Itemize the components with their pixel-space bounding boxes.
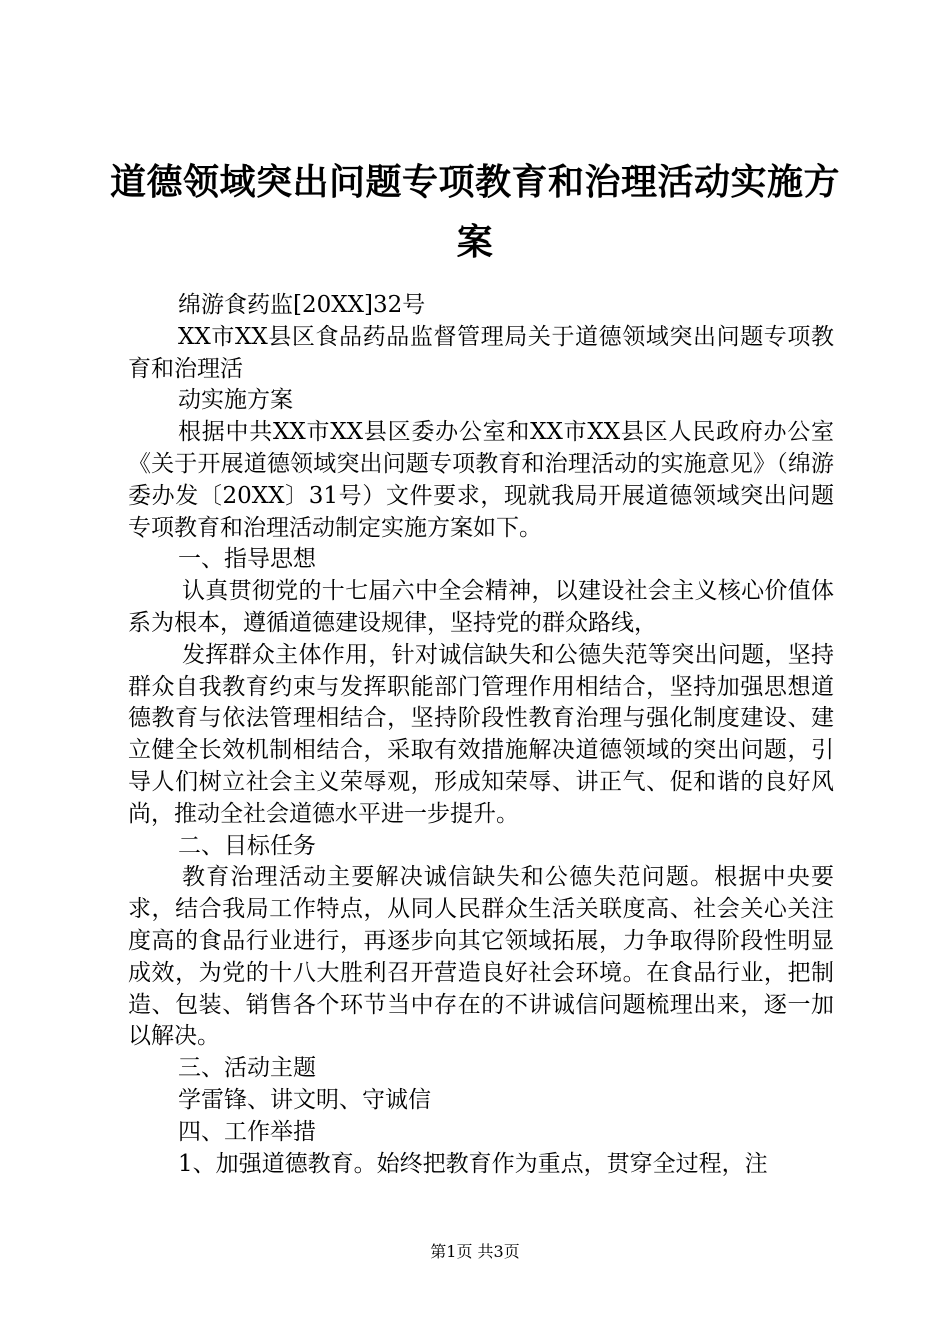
- body-paragraph: 学雷锋、讲文明、守诚信: [178, 1086, 431, 1113]
- body-paragraph: XX市XX县区食品药品监督管理局关于道德领域突出问题专项教育和治理活: [128, 323, 834, 382]
- body-paragraph: 三、活动主题: [178, 1055, 316, 1082]
- document-body: [128, 290, 834, 1180]
- body-paragraph: 发挥群众主体作用，针对诚信缺失和公德失范等突出问题，坚持群众自我教育约束与发挥职能部门管理作用相结合，坚持加强思想道德教育与依法管理相结合，坚持阶段性教育治理与强化制度建设、建立健全长效机制相结合，采取有效措施解决道德领域的突出问题，引导人们树立社会主义荣辱观，形成知荣辱、讲正气、促和谐的良好风尚，推动全社会道德水平进一步提升。: [128, 641, 834, 827]
- body-paragraph: 绵游食药监[20XX]32号: [178, 292, 426, 318]
- body-paragraph: 二、目标任务: [178, 832, 316, 859]
- body-paragraph: 一、指导思想: [178, 546, 316, 573]
- body-paragraph: 四、工作举措: [178, 1118, 316, 1145]
- body-paragraph: 认真贯彻党的十七届六中全会精神，以建设社会主义核心价值体系为根本，遵循道德建设规律，坚持党的群众路线，: [128, 578, 834, 636]
- page-footer: 第1页 共3页: [430, 1242, 520, 1261]
- body-paragraph: 教育治理活动主要解决诚信缺失和公德失范问题。根据中央要求，结合我局工作特点，从同人民群众生活关联度高、社会关心关注度高的食品行业进行，再逐步向其它领域拓展，力争取得阶段性明显成效，为党的十八大胜利召开营造良好社会环境。在食品行业，把制造、包装、销售各个环节当中存在的不讲诚信问题梳理出来，逐一加以解决。: [128, 864, 834, 1050]
- body-paragraph: 动实施方案: [178, 387, 293, 414]
- body-paragraph: 1、加强道德教育。始终把教育作为重点，贯穿全过程，注: [178, 1150, 768, 1177]
- document-title: 道德领域突出问题专项教育和治理活动实施方案: [110, 161, 841, 263]
- body-paragraph: 根据中共XX市XX县区委办公室和XX市XX县区人民政府办公室《关于开展道德领域突出问题专项教育和治理活动的实施意见》（绵游委办发〔20XX〕31号）文件要求，现就我局开展道德领域突出问题专项教育和治理活动制定实施方案如下。: [128, 419, 834, 541]
